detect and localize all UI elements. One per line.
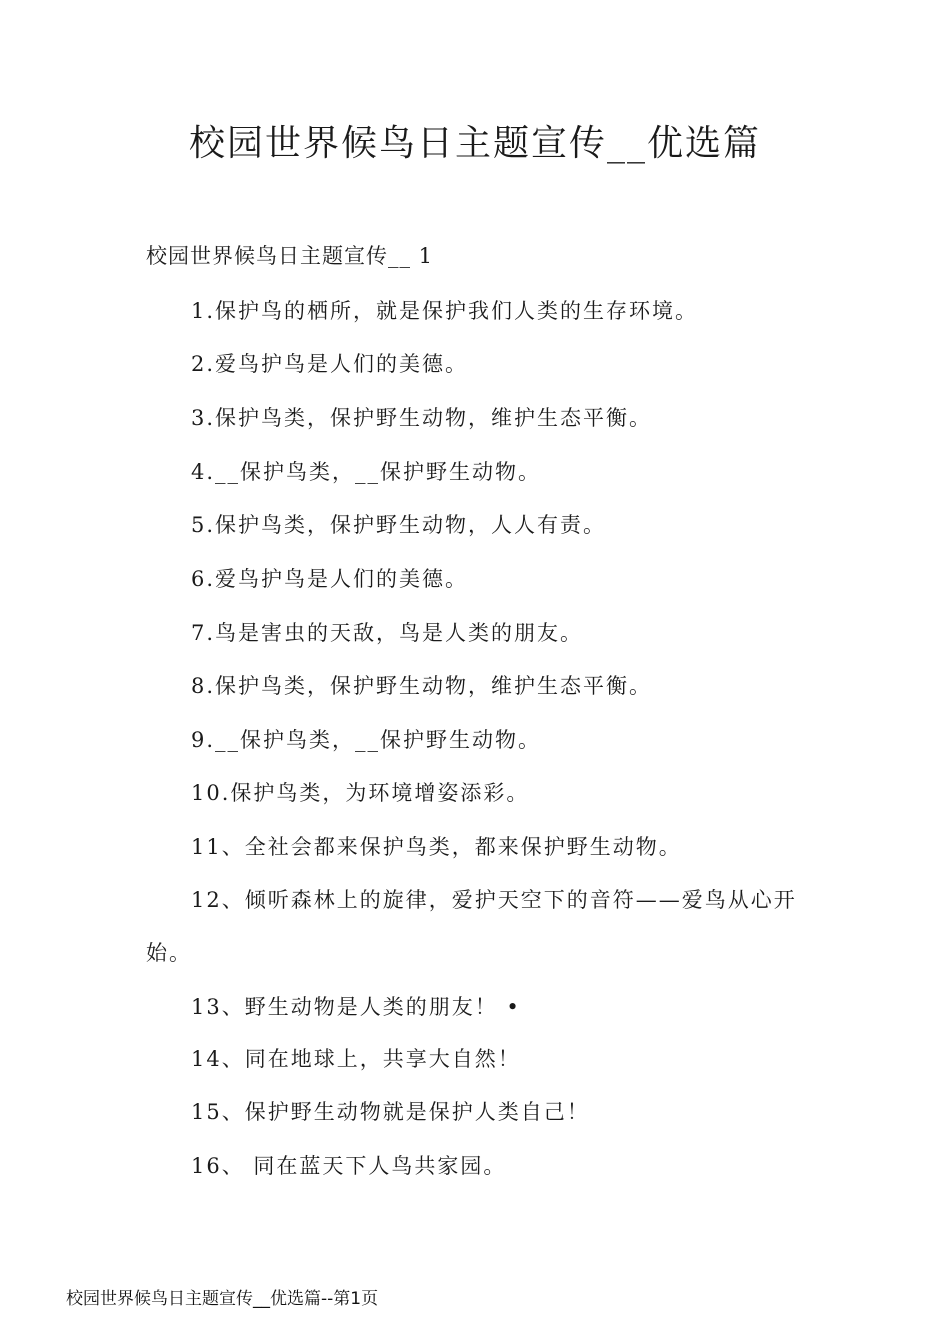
list-item: 3.保护鸟类，保护野生动物，维护生态平衡。 bbox=[191, 406, 653, 430]
list-item: 10.保护鸟类，为环境增姿添彩。 bbox=[191, 781, 530, 805]
list-item: 4.__保护鸟类，__保护野生动物。 bbox=[191, 460, 542, 484]
list-item: 1.保护鸟的栖所，就是保护我们人类的生存环境。 bbox=[191, 299, 699, 323]
page-footer: 校园世界候鸟日主题宣传__优选篇--第1页 bbox=[66, 1289, 379, 1309]
list-item: 7.鸟是害虫的天敌，鸟是人类的朋友。 bbox=[191, 621, 584, 645]
list-item: 6.爱鸟护鸟是人们的美德。 bbox=[191, 567, 469, 591]
list-item: 16、 同在蓝天下人鸟共家园。 bbox=[191, 1154, 507, 1178]
list-item: 9.__保护鸟类，__保护野生动物。 bbox=[191, 728, 542, 752]
list-item: 8.保护鸟类，保护野生动物，维护生态平衡。 bbox=[191, 674, 653, 698]
list-item: 11、全社会都来保护鸟类，都来保护野生动物。 bbox=[191, 835, 682, 859]
list-item: 2.爱鸟护鸟是人们的美德。 bbox=[191, 352, 469, 376]
list-item: 13、野生动物是人类的朋友！ • bbox=[191, 995, 521, 1019]
list-item: 14、同在地球上，共享大自然！ bbox=[191, 1047, 521, 1071]
document-title: 校园世界候鸟日主题宣传__优选篇 bbox=[188, 123, 761, 164]
list-item: 15、保护野生动物就是保护人类自己！ bbox=[191, 1100, 590, 1124]
list-item-continuation: 始。 bbox=[146, 941, 192, 965]
list-item: 5.保护鸟类，保护野生动物，人人有责。 bbox=[191, 513, 607, 537]
section-heading: 校园世界候鸟日主题宣传__ 1 bbox=[146, 244, 434, 268]
list-item: 12、倾听森林上的旋律，爱护天空下的音符——爱鸟从心开 bbox=[191, 888, 797, 912]
